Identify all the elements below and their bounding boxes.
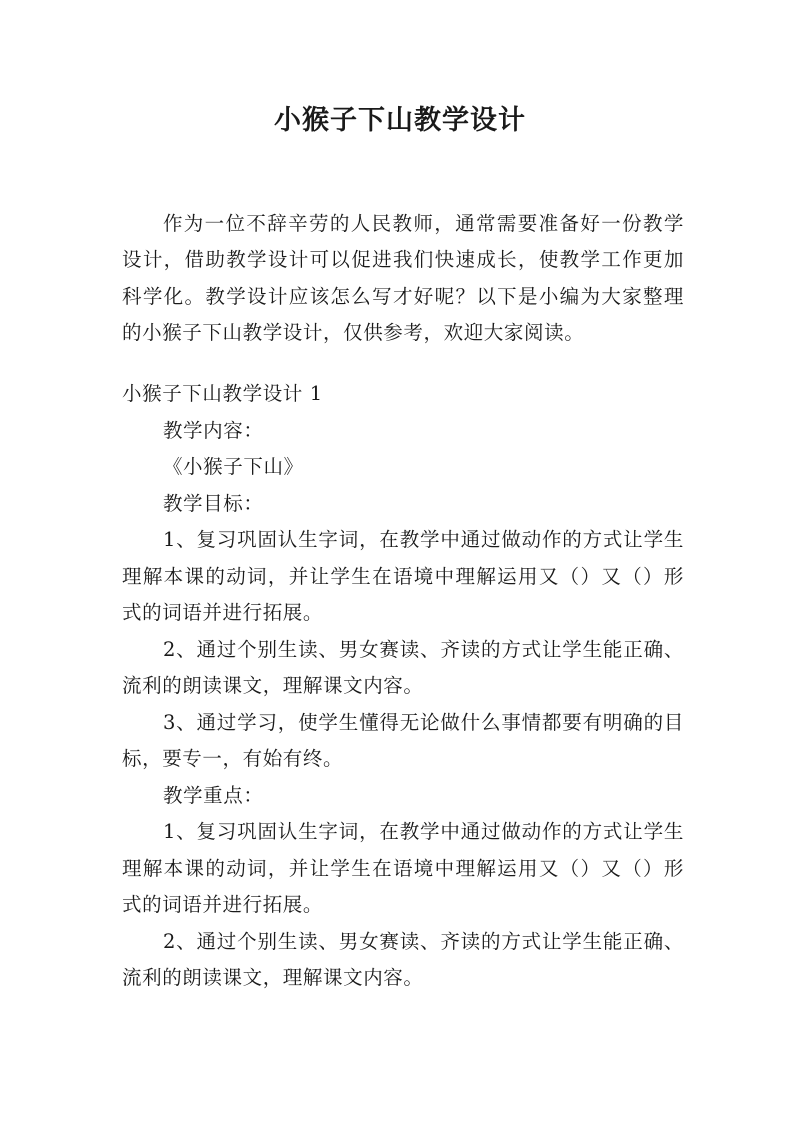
teaching-goal-item: 3、通过学习，使学生懂得无论做什么事情都要有明确的目标，要专一，有始有终。 xyxy=(122,710,684,770)
section-1 xyxy=(122,376,684,997)
teaching-content-label: 教学内容： xyxy=(162,418,264,442)
teaching-goal-item: 2、通过个别生读、男女赛读、齐读的方式让学生能正确、流利的朗读课文，理解课文内容。 xyxy=(122,637,684,697)
teaching-goal-item: 1、复习巩固认生字词，在教学中通过做动作的方式让学生理解本课的动词，并让学生在语境中理解运用又（）又（）形式的词语并进行拓展。 xyxy=(122,528,684,624)
section-1-heading: 小猴子下山教学设计 1 xyxy=(122,382,323,405)
teaching-goals-label: 教学目标： xyxy=(162,491,264,515)
document-title: 小猴子下山教学设计 xyxy=(274,105,526,136)
key-points-label: 教学重点： xyxy=(162,783,264,807)
teaching-content-value: 《小猴子下山》 xyxy=(162,455,304,478)
key-point-item: 2、通过个别生读、男女赛读、齐读的方式让学生能正确、流利的朗读课文，理解课文内容。 xyxy=(122,929,684,989)
key-point-item: 1、复习巩固认生字词，在教学中通过做动作的方式让学生理解本课的动词，并让学生在语境中理解运用又（）又（）形式的词语并进行拓展。 xyxy=(122,820,684,916)
intro-paragraph: 作为一位不辞辛劳的人民教师，通常需要准备好一份教学设计，借助教学设计可以促进我们快速成长，使教学工作更加科学化。教学设计应该怎么写才好呢？以下是小编为大家整理的小猴子下山教学设计，仅供参考，欢迎大家阅读。 xyxy=(122,211,684,344)
